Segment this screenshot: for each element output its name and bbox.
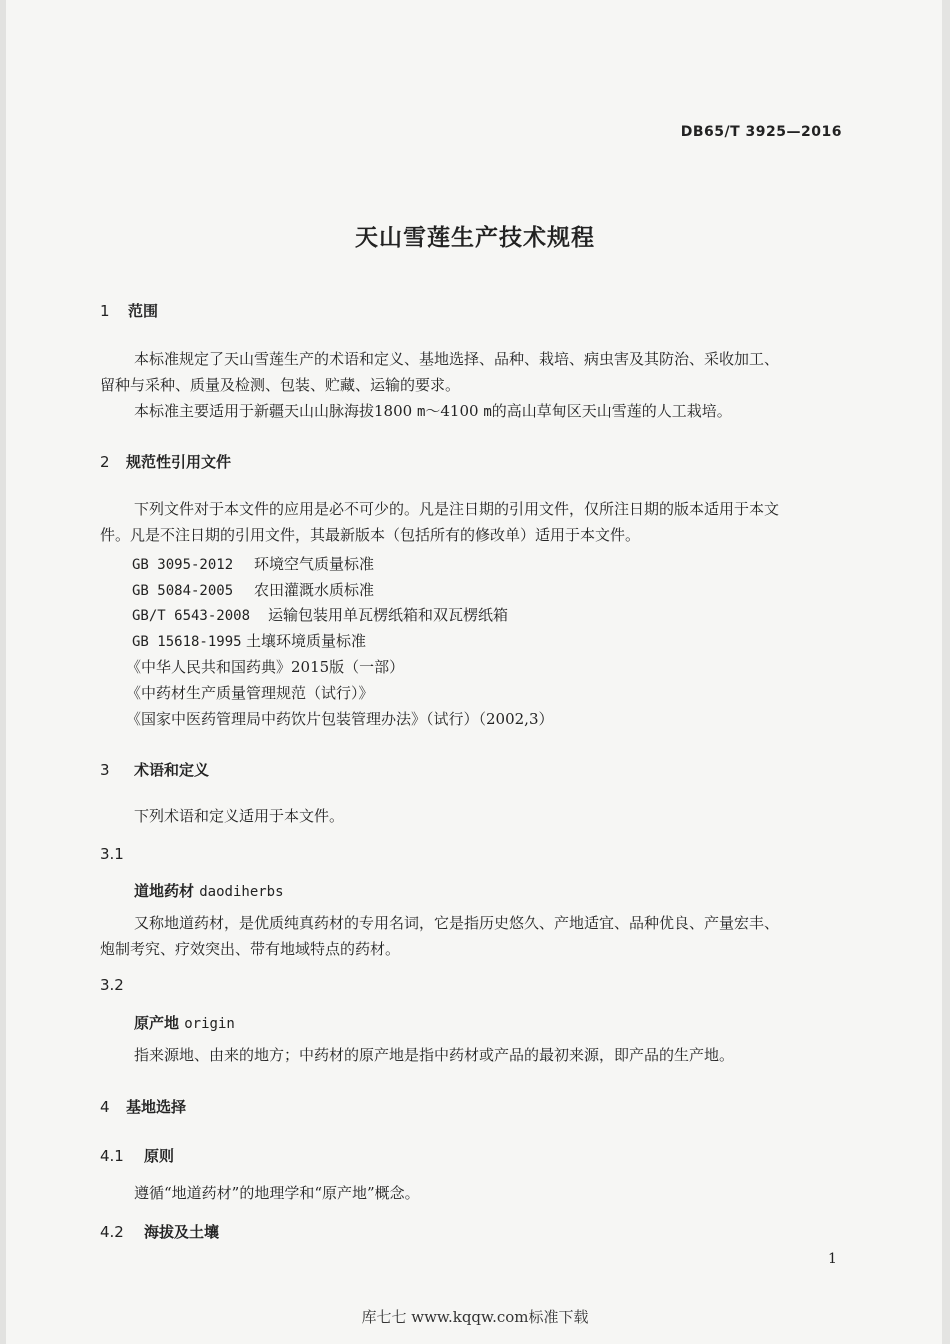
term-definition: 指来源地、由来的地方；中药材的原产地是指中药材或产品的最初来源，即产品的生产地。	[134, 1046, 735, 1064]
scan-edge-right	[942, 0, 950, 1344]
term-definition-line1: 又称地道药材，是优质纯真药材的专用名词，它是指历史悠久、产地适宜、品种优良、产量宏丰、	[134, 914, 780, 932]
reference-book: 《国家中医药管理局中药饮片包装管理办法》（试行）（2002,3）	[126, 710, 554, 728]
section-number: 1	[100, 302, 110, 320]
subsection-title: 原则	[144, 1147, 175, 1165]
section-title: 范围	[128, 302, 159, 320]
section-heading-2	[100, 451, 231, 472]
paragraph-scope-applicability: 本标准主要适用于新疆天山山脉海拔1800 m～4100 m的高山草甸区天山雪莲的人工栽培。	[134, 402, 732, 420]
standard-code: DB65/T 3925—2016	[680, 124, 842, 140]
subsection-title: 海拔及土壤	[144, 1223, 220, 1241]
reference-book: 《中药材生产质量管理规范（试行）》	[126, 684, 374, 702]
document-title: 天山雪莲生产技术规程	[355, 225, 595, 251]
paragraph-refs-line1: 下列文件对于本文件的应用是必不可少的。凡是注日期的引用文件，仅所注日期的版本适用于本文	[134, 500, 780, 518]
footer-watermark: 库七七 www.kqqw.com标准下载	[361, 1308, 589, 1326]
section-heading-3	[100, 759, 209, 780]
subsection-number: 4.1	[100, 1147, 124, 1165]
paragraph-refs-line2: 件。凡是不注日期的引用文件，其最新版本（包括所有的修改单）适用于本文件。	[100, 526, 641, 544]
reference-item: GB 15618-1995 土壤环境质量标准	[132, 632, 367, 650]
term-heading: 道地药材 daodiherbs	[134, 882, 284, 900]
subsection-number: 4.2	[100, 1223, 124, 1241]
scan-edge-left	[0, 0, 6, 1344]
term-number: 3.2	[100, 976, 124, 994]
reference-item: GB 5084-2005 农田灌溉水质标准	[132, 581, 375, 599]
section-heading-1	[100, 300, 158, 321]
section-heading-4	[100, 1096, 186, 1117]
subsection-heading-4-2	[100, 1221, 219, 1242]
section-title: 术语和定义	[134, 761, 210, 779]
reference-item: GB/T 6543-2008 运输包装用单瓦楞纸箱和双瓦楞纸箱	[132, 606, 509, 624]
section-number: 2	[100, 453, 110, 471]
section-title: 基地选择	[126, 1098, 187, 1116]
section-number: 3	[100, 761, 110, 779]
term-definition-line2: 炮制考究、疗效突出、带有地域特点的药材。	[100, 940, 401, 958]
subsection-heading-4-1	[100, 1145, 174, 1166]
paragraph-terms-intro: 下列术语和定义适用于本文件。	[134, 807, 345, 825]
reference-item: GB 3095-2012 环境空气质量标准	[132, 555, 375, 573]
section-number: 4	[100, 1098, 110, 1116]
reference-book: 《中华人民共和国药典》2015版（一部）	[126, 658, 405, 676]
paragraph-scope-line2: 留种与采种、质量及检测、包装、贮藏、运输的要求。	[100, 376, 461, 394]
page-number: 1	[828, 1251, 837, 1267]
term-number: 3.1	[100, 845, 124, 863]
term-heading: 原产地 origin	[134, 1014, 235, 1032]
section-title: 规范性引用文件	[126, 453, 232, 471]
paragraph-principle: 遵循“地道药材”的地理学和“原产地”概念。	[134, 1184, 420, 1202]
paragraph-scope-line1: 本标准规定了天山雪莲生产的术语和定义、基地选择、品种、栽培、病虫害及其防治、采收加工、	[134, 350, 780, 368]
